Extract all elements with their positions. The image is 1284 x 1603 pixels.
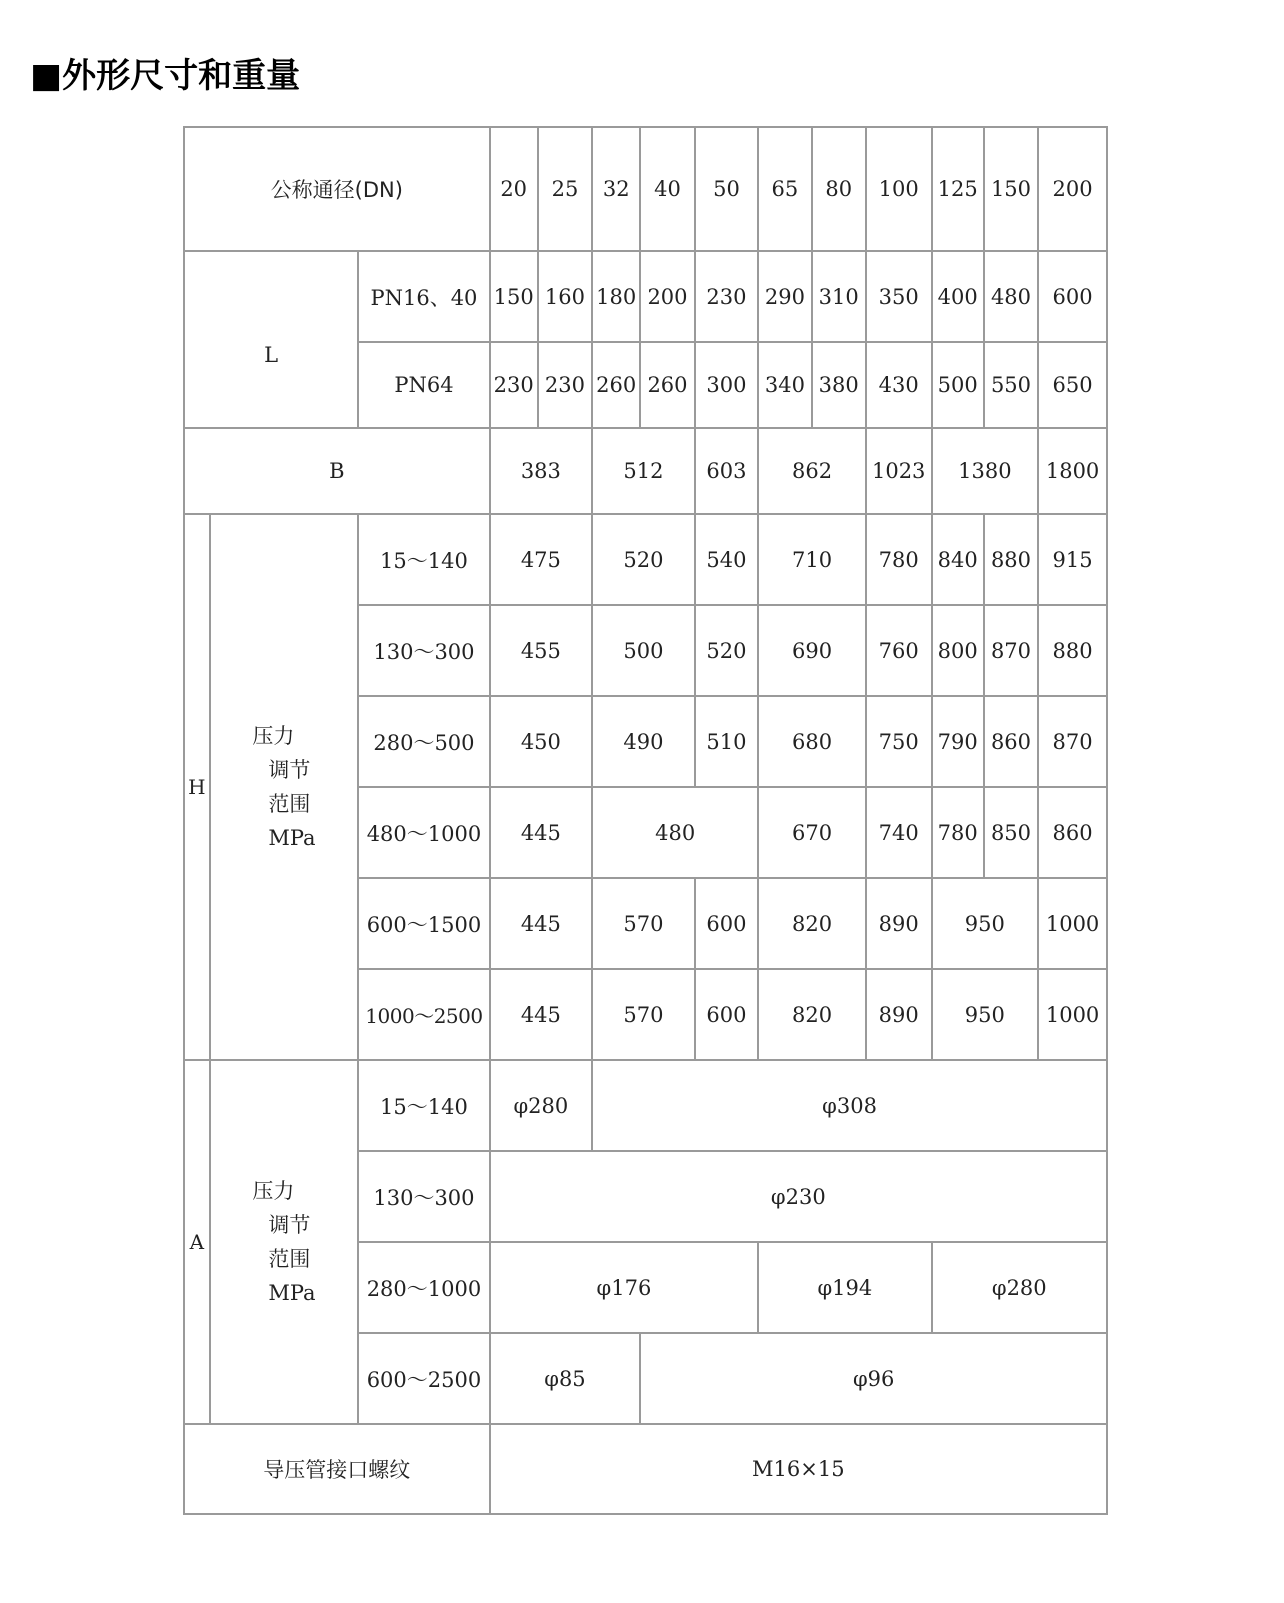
dn-value: 200 bbox=[1038, 127, 1107, 251]
cell: 400 bbox=[932, 251, 984, 342]
cell: 680 bbox=[758, 696, 866, 787]
h-letter: H bbox=[184, 514, 210, 1060]
cell: 600 bbox=[695, 878, 759, 969]
cell: 383 bbox=[490, 428, 593, 514]
dn-value: 150 bbox=[984, 127, 1038, 251]
pn-label: PN64 bbox=[358, 342, 489, 428]
cell: 750 bbox=[866, 696, 932, 787]
dn-value: 32 bbox=[592, 127, 640, 251]
page-title: ■外形尺寸和重量 bbox=[30, 56, 301, 96]
cell: 480 bbox=[592, 787, 758, 878]
cell: 520 bbox=[592, 514, 695, 605]
group-line: 调节 bbox=[268, 1213, 311, 1237]
cell: 260 bbox=[640, 342, 694, 428]
cell: 670 bbox=[758, 787, 866, 878]
thread-label: 导压管接口螺纹 bbox=[184, 1424, 490, 1514]
cell: 890 bbox=[866, 969, 932, 1060]
cell: 950 bbox=[932, 878, 1039, 969]
range-label: 15～140 bbox=[358, 514, 489, 605]
cell: φ176 bbox=[490, 1242, 759, 1333]
cell: 1000 bbox=[1038, 969, 1107, 1060]
dn-value: 65 bbox=[758, 127, 811, 251]
cell: 800 bbox=[932, 605, 984, 696]
cell: 520 bbox=[695, 605, 759, 696]
dn-value: 125 bbox=[932, 127, 984, 251]
cell: 290 bbox=[758, 251, 811, 342]
range-label: 15～140 bbox=[358, 1060, 489, 1151]
cell: φ85 bbox=[490, 1333, 641, 1424]
group-line: MPa bbox=[268, 1281, 316, 1305]
cell: 230 bbox=[490, 342, 538, 428]
l-label: L bbox=[184, 251, 358, 428]
cell: 445 bbox=[490, 878, 593, 969]
cell: 915 bbox=[1038, 514, 1107, 605]
dn-value: 40 bbox=[640, 127, 694, 251]
cell: φ280 bbox=[932, 1242, 1107, 1333]
cell: 570 bbox=[592, 969, 695, 1060]
cell: 510 bbox=[695, 696, 759, 787]
cell: 890 bbox=[866, 878, 932, 969]
cell: 870 bbox=[1038, 696, 1107, 787]
cell: 820 bbox=[758, 878, 866, 969]
cell: 200 bbox=[640, 251, 694, 342]
range-label: 1000～2500 bbox=[358, 969, 489, 1060]
cell: 570 bbox=[592, 878, 695, 969]
group-line: 范围 bbox=[268, 792, 311, 816]
cell: 540 bbox=[695, 514, 759, 605]
cell: 1380 bbox=[932, 428, 1039, 514]
cell: 780 bbox=[866, 514, 932, 605]
cell: 230 bbox=[695, 251, 759, 342]
dn-value: 50 bbox=[695, 127, 759, 251]
cell: 310 bbox=[812, 251, 866, 342]
table-row bbox=[184, 1424, 1107, 1514]
group-line: 范围 bbox=[268, 1247, 311, 1271]
cell: 840 bbox=[932, 514, 984, 605]
cell: 550 bbox=[984, 342, 1038, 428]
dn-value: 20 bbox=[490, 127, 538, 251]
table-row bbox=[184, 127, 1107, 251]
cell: φ194 bbox=[758, 1242, 931, 1333]
cell: φ230 bbox=[490, 1151, 1107, 1242]
cell: 790 bbox=[932, 696, 984, 787]
dn-value: 100 bbox=[866, 127, 932, 251]
range-label: 130～300 bbox=[358, 605, 489, 696]
cell: 862 bbox=[758, 428, 866, 514]
cell: 603 bbox=[695, 428, 759, 514]
dimensions-table bbox=[183, 126, 1108, 1515]
pn-label: PN16、40 bbox=[358, 251, 489, 342]
cell: 455 bbox=[490, 605, 593, 696]
a-group-label bbox=[210, 1060, 359, 1424]
cell: φ280 bbox=[490, 1060, 593, 1151]
cell: 600 bbox=[695, 969, 759, 1060]
cell: 300 bbox=[695, 342, 759, 428]
cell: 380 bbox=[812, 342, 866, 428]
cell: 260 bbox=[592, 342, 640, 428]
cell: 780 bbox=[932, 787, 984, 878]
group-line: MPa bbox=[268, 826, 316, 850]
cell: 710 bbox=[758, 514, 866, 605]
table-row bbox=[184, 514, 1107, 605]
cell: 180 bbox=[592, 251, 640, 342]
cell: 490 bbox=[592, 696, 695, 787]
cell: 150 bbox=[490, 251, 538, 342]
cell: 475 bbox=[490, 514, 593, 605]
cell: 950 bbox=[932, 969, 1039, 1060]
cell: 445 bbox=[490, 969, 593, 1060]
range-label: 480～1000 bbox=[358, 787, 489, 878]
cell: 650 bbox=[1038, 342, 1107, 428]
range-label: 280～500 bbox=[358, 696, 489, 787]
table-row bbox=[184, 251, 1107, 342]
cell: φ96 bbox=[640, 1333, 1107, 1424]
cell: 160 bbox=[538, 251, 592, 342]
cell: 740 bbox=[866, 787, 932, 878]
range-label: 130～300 bbox=[358, 1151, 489, 1242]
cell: 600 bbox=[1038, 251, 1107, 342]
range-label: 280～1000 bbox=[358, 1242, 489, 1333]
group-line: 调节 bbox=[268, 758, 311, 782]
b-label: B bbox=[184, 428, 490, 514]
cell: 450 bbox=[490, 696, 593, 787]
cell: 860 bbox=[984, 696, 1038, 787]
cell: 690 bbox=[758, 605, 866, 696]
h-group-label bbox=[210, 514, 359, 1060]
cell: 430 bbox=[866, 342, 932, 428]
cell: 860 bbox=[1038, 787, 1107, 878]
range-label: 600～1500 bbox=[358, 878, 489, 969]
cell: 350 bbox=[866, 251, 932, 342]
dn-value: 80 bbox=[812, 127, 866, 251]
cell: 820 bbox=[758, 969, 866, 1060]
cell: 500 bbox=[592, 605, 695, 696]
cell: 480 bbox=[984, 251, 1038, 342]
cell: 1000 bbox=[1038, 878, 1107, 969]
thread-value: M16×15 bbox=[490, 1424, 1107, 1514]
group-line: 压力 bbox=[252, 1179, 295, 1203]
cell: 870 bbox=[984, 605, 1038, 696]
table-row bbox=[184, 1060, 1107, 1151]
cell: 880 bbox=[1038, 605, 1107, 696]
dn-header-label: 公称通径(DN) bbox=[184, 127, 490, 251]
cell: 500 bbox=[932, 342, 984, 428]
cell: 445 bbox=[490, 787, 593, 878]
range-label: 600～2500 bbox=[358, 1333, 489, 1424]
a-letter: A bbox=[184, 1060, 210, 1424]
cell: 1800 bbox=[1038, 428, 1107, 514]
table-row bbox=[184, 428, 1107, 514]
cell: 880 bbox=[984, 514, 1038, 605]
cell: 850 bbox=[984, 787, 1038, 878]
cell: 512 bbox=[592, 428, 695, 514]
cell: φ308 bbox=[592, 1060, 1107, 1151]
cell: 230 bbox=[538, 342, 592, 428]
group-line: 压力 bbox=[252, 724, 295, 748]
cell: 1023 bbox=[866, 428, 932, 514]
cell: 760 bbox=[866, 605, 932, 696]
cell: 340 bbox=[758, 342, 811, 428]
dn-value: 25 bbox=[538, 127, 592, 251]
